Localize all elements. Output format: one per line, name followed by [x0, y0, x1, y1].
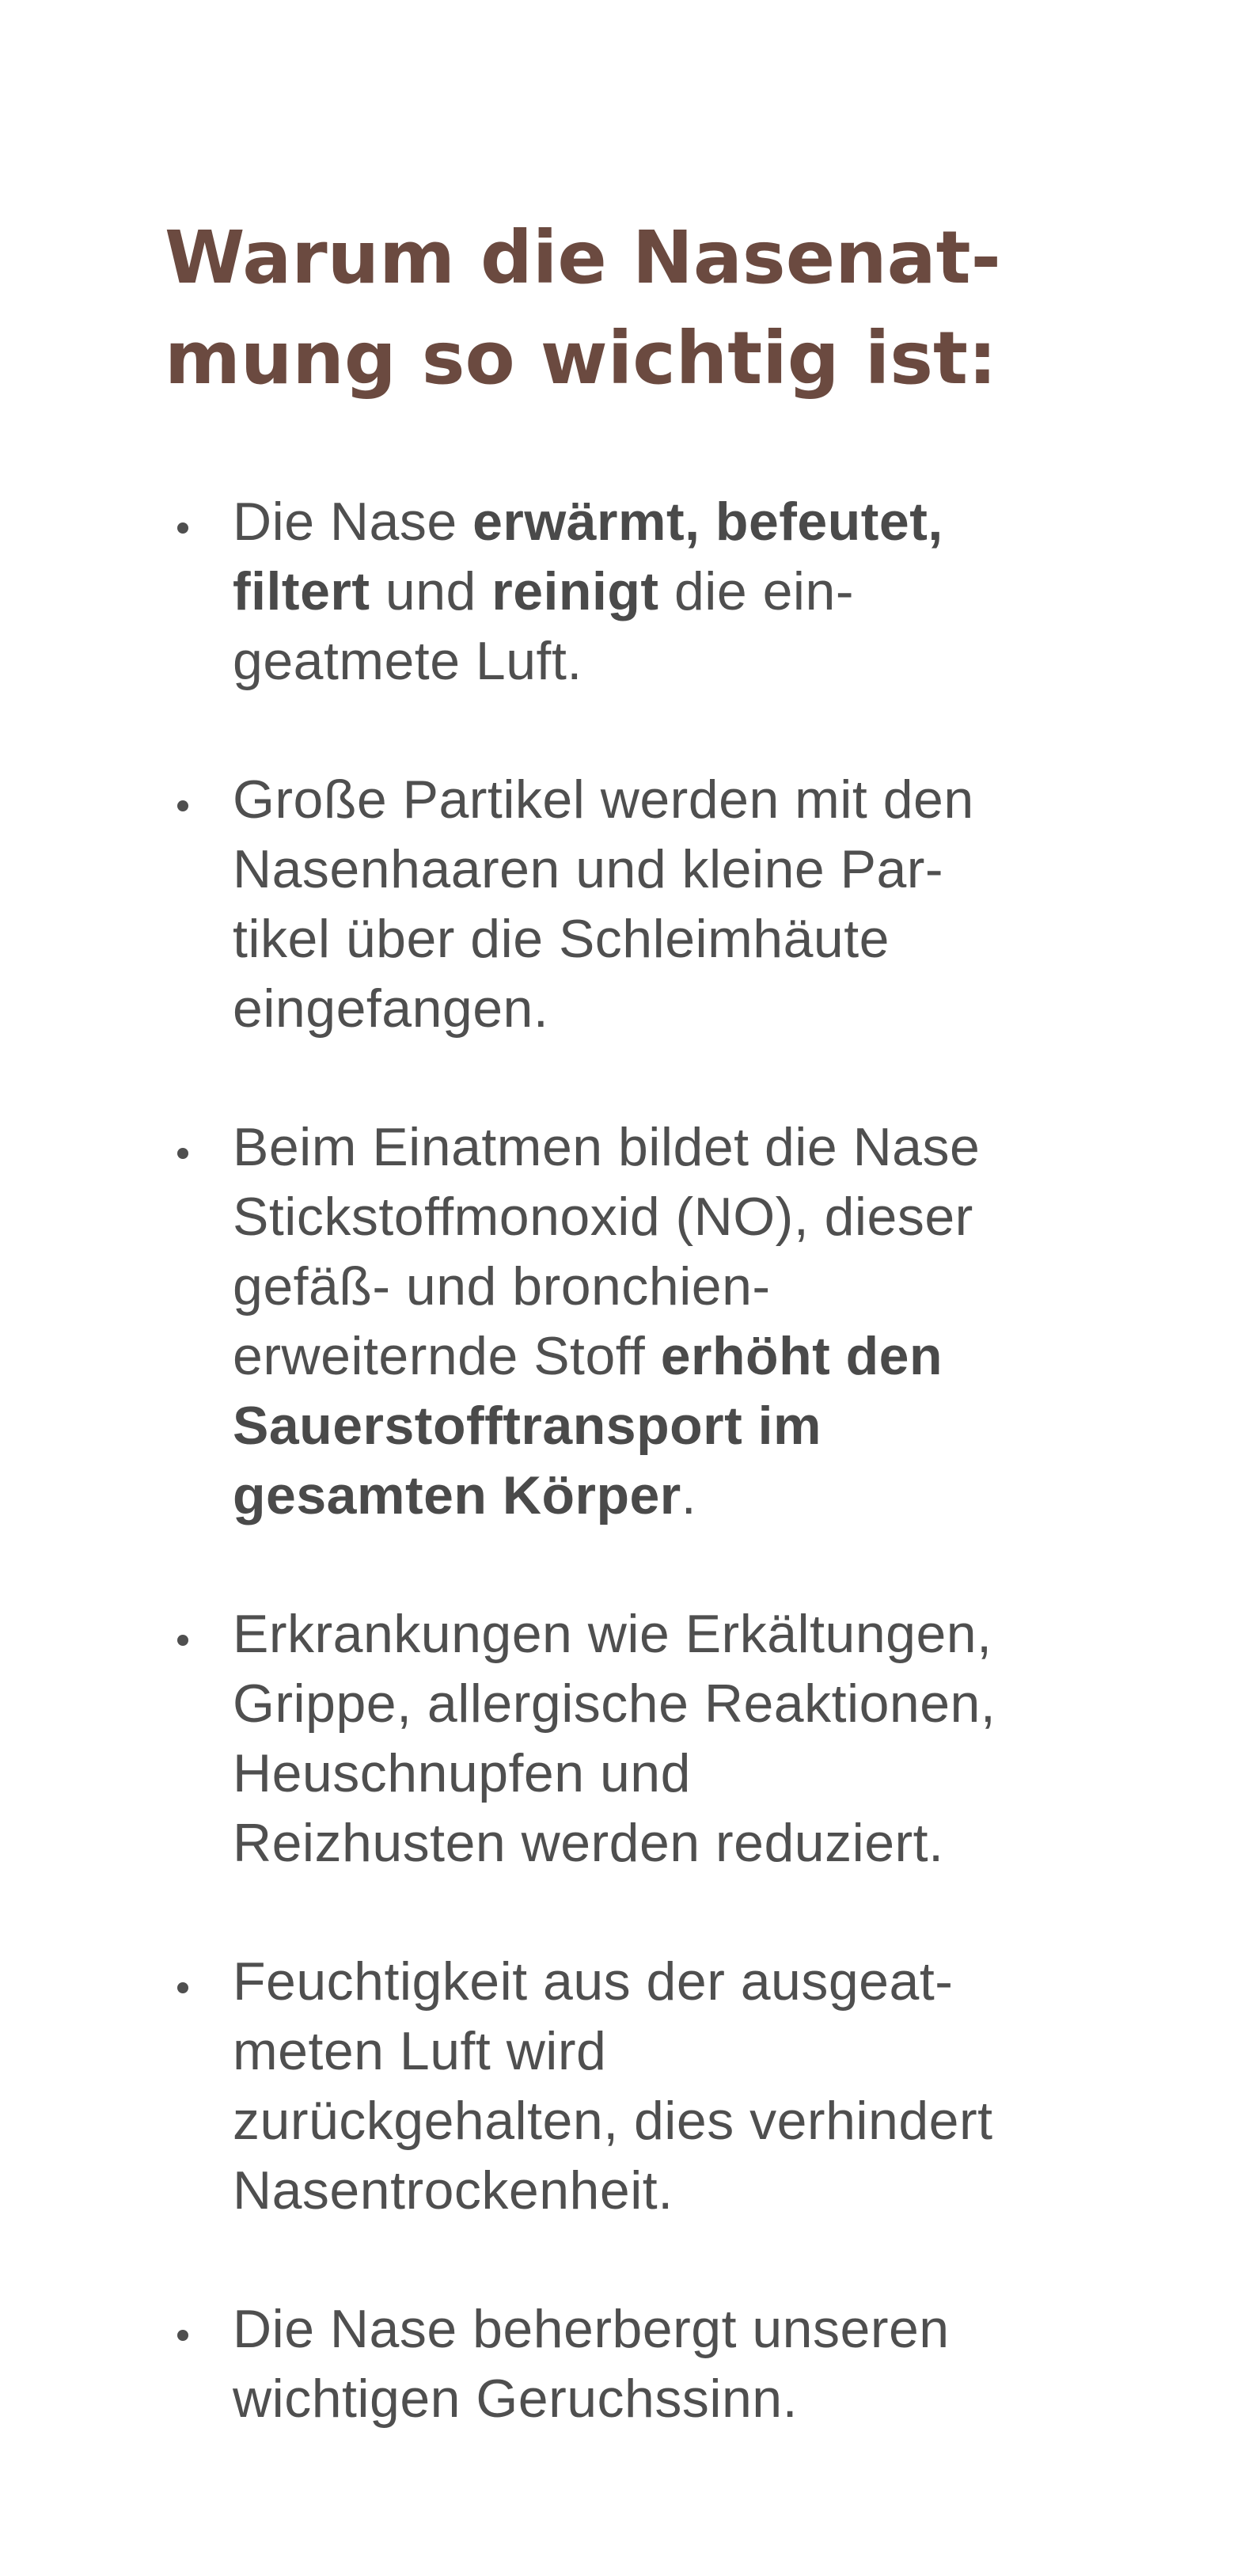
list-item: Die Nase erwärmt, befeutet, filtert und reinigt die ein- geatmete Luft. — [165, 487, 1114, 696]
emphasis: gesamten Körper — [233, 1465, 681, 1525]
page-title — [165, 207, 1099, 408]
bullet-icon — [177, 522, 188, 534]
emphasis: erwärmt, befeutet, — [472, 492, 943, 552]
emphasis: erhöht den — [660, 1326, 943, 1386]
bullet-icon — [177, 1148, 188, 1159]
bullet-icon — [177, 1982, 188, 1993]
list-item: Erkrankungen wie Erkältungen, Grippe, allergische Reaktionen, Heuschnupfen und Reizhusten werden reduziert. — [165, 1599, 1114, 1878]
emphasis: reinigt — [491, 561, 659, 621]
benefits-list — [165, 487, 1114, 2502]
list-item: Die Nase beherbergt unseren wichtigen Geruchssinn. — [165, 2294, 1114, 2434]
title-line-2: mung so wichtig ist: — [165, 316, 997, 401]
bullet-icon — [177, 800, 188, 811]
title-line-1: Warum die Nasenat- — [165, 215, 1001, 300]
list-item: Große Partikel werden mit den Nasenhaaren und kleine Par- tikel über die Schleimhäute eingefangen. — [165, 765, 1114, 1043]
emphasis: filtert — [233, 561, 370, 621]
bullet-icon — [177, 2330, 188, 2341]
emphasis: Sauerstofftransport im — [233, 1396, 822, 1456]
bullet-icon — [177, 1635, 188, 1646]
list-item: Beim Einatmen bildet die Nase Stickstoffmonoxid (NO), dieser gefäß- und bronchien- erweiternde Stoff erhöht den Sauerstofftransport im gesamten Körper. — [165, 1112, 1114, 1530]
list-item: Feuchtigkeit aus der ausgeat- meten Luft wird zurückgehalten, dies verhindert Nasentrockenheit. — [165, 1947, 1114, 2225]
